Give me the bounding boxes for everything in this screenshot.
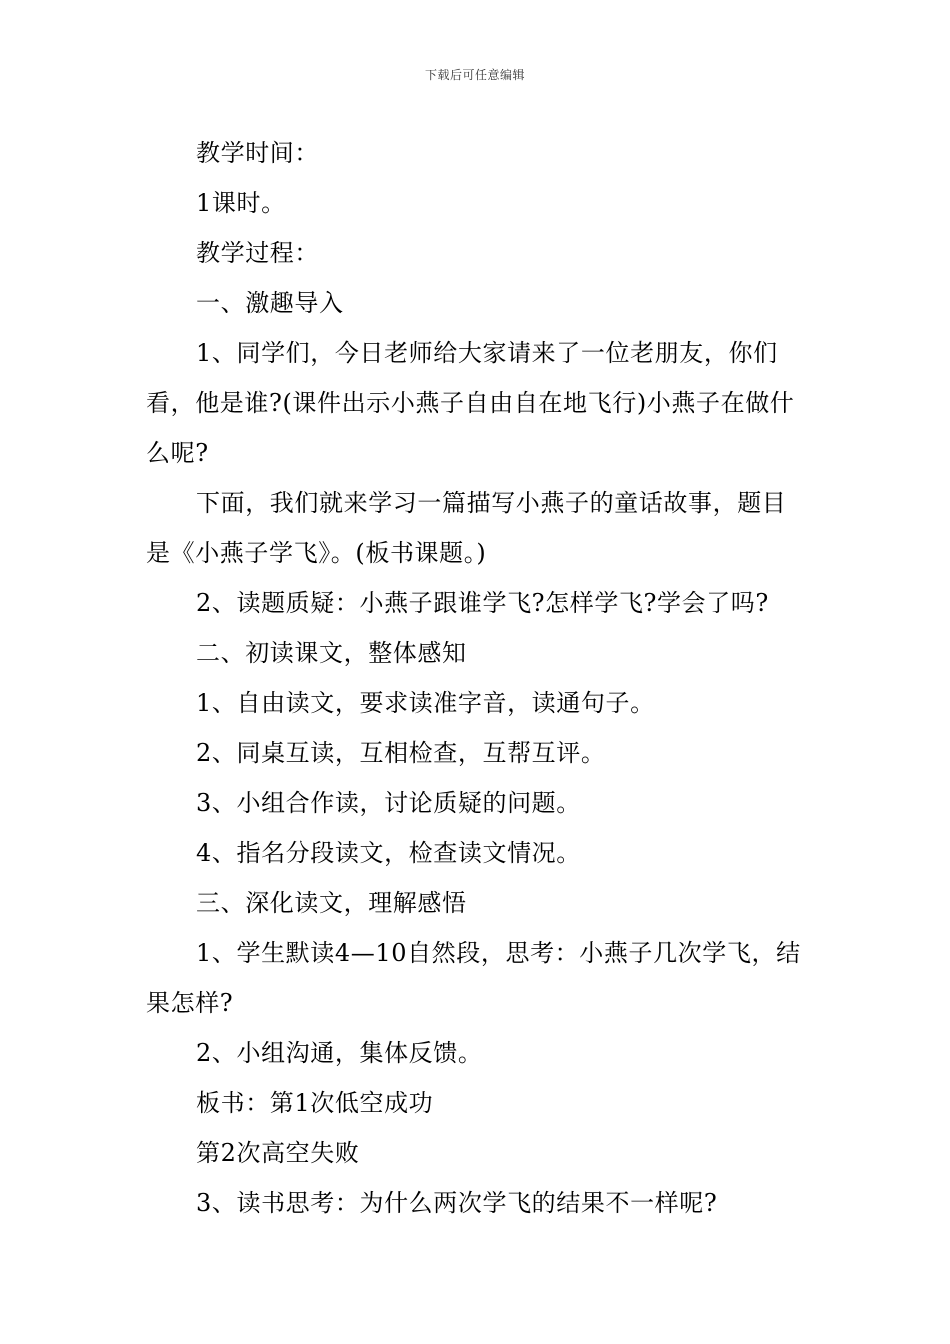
header-note: 下载后可任意编辑: [424, 68, 525, 82]
paragraph: 板书：第1次低空成功: [196, 1089, 434, 1117]
paragraph: 3、读书思考：为什么两次学飞的结果不一样呢?: [196, 1189, 718, 1217]
paragraph: 1、学生默读4—10自然段，思考：小燕子几次学飞，结果怎样?: [146, 939, 801, 1017]
document-body: [146, 128, 810, 1228]
paragraph: 4、指名分段读文，检查读文情况。: [196, 839, 581, 867]
paragraph: 三、深化读文，理解感悟: [196, 889, 467, 917]
paragraph: 二、初读课文，整体感知: [196, 639, 467, 667]
paragraph: 1课时。: [196, 189, 286, 217]
paragraph: 一、激趣导入: [196, 289, 344, 317]
paragraph: 下面，我们就来学习一篇描写小燕子的童话故事，题目是《小燕子学飞》。(板书课题。): [146, 489, 787, 567]
paragraph: 2、同桌互读，互相检查，互帮互评。: [196, 739, 606, 767]
paragraph: 第2次高空失败: [196, 1139, 360, 1167]
paragraph: 2、读题质疑：小燕子跟谁学飞?怎样学飞?学会了吗?: [196, 589, 769, 617]
paragraph: 2、小组沟通，集体反馈。: [196, 1039, 483, 1067]
paragraph: 教学时间：: [196, 139, 319, 167]
paragraph: 3、小组合作读，讨论质疑的问题。: [196, 789, 581, 817]
paragraph: 1、同学们，今日老师给大家请来了一位老朋友，你们看，他是谁?(课件出示小燕子自由自在地飞行)小燕子在做什么呢?: [146, 339, 795, 467]
paragraph: 教学过程：: [196, 239, 319, 267]
paragraph: 1、自由读文，要求读准字音，读通句子。: [196, 689, 655, 717]
